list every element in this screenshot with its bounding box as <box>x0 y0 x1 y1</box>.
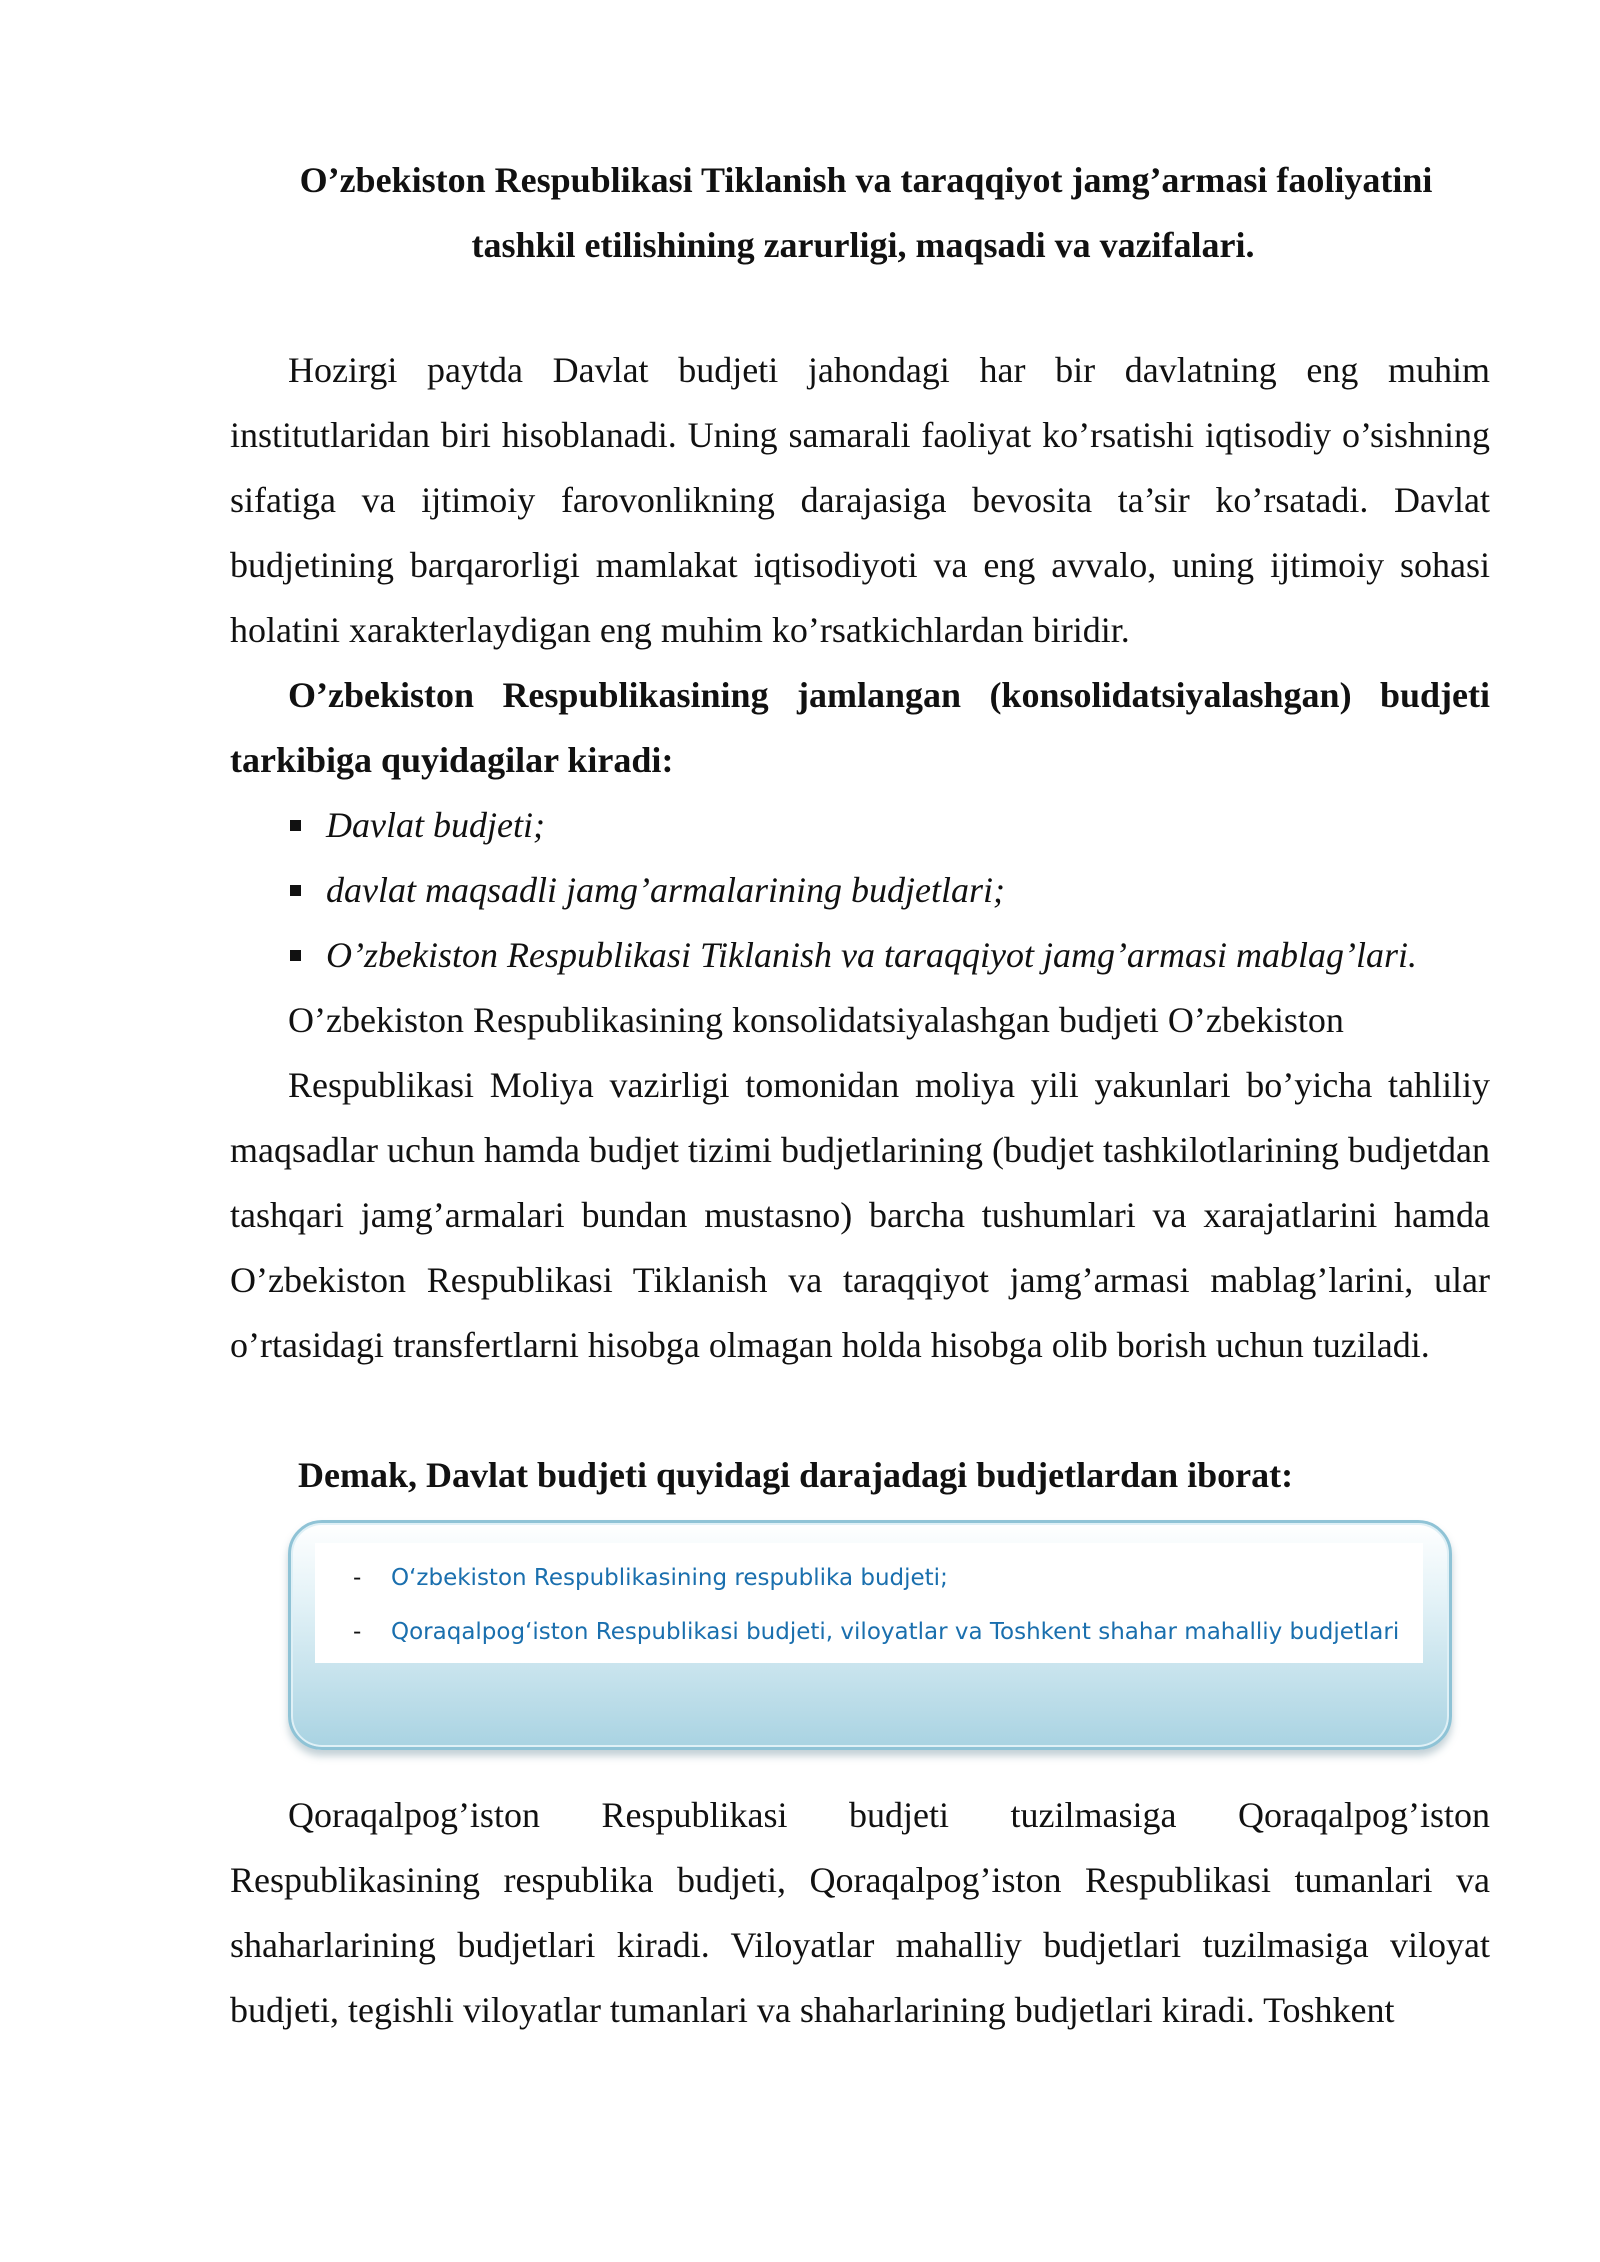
paragraph-ministry-first-line: O’zbekiston Respublikasining konsolidatsiyalashgan budjeti O’zbekiston <box>288 1000 1344 1040</box>
document-title <box>230 148 1490 278</box>
title-line-1: O’zbekiston Respublikasi Tiklanish va taraqqiyot jamg’armasi faoliyatini <box>299 160 1433 200</box>
paragraph-budget-levels-heading: Demak, Davlat budjeti quyidagi darajadagi budjetlardan iborat: <box>298 1455 1294 1495</box>
callout-item-local-budgets <box>353 1619 1399 1645</box>
list-item <box>288 923 1417 988</box>
square-bullet-icon <box>290 950 301 961</box>
budget-components-list <box>288 793 1417 988</box>
square-bullet-icon <box>290 885 301 896</box>
square-bullet-icon <box>290 820 301 831</box>
dash-bullet: - <box>353 1619 362 1645</box>
callout-item-text: Qoraqalpog‘iston Respublikasi budjeti, viloyatlar va Toshkent shahar mahalliy budjetlari <box>391 1619 1400 1645</box>
budget-levels-callout <box>288 1520 1452 1750</box>
paragraph-ministry-body: Respublikasi Moliya vazirligi tomonidan moliya yili yakunlari bo’yicha tahliliy maqsadlar uchun hamda budjet tizimi budjetlarining (budjet tashkilotlarining budjetdan tashqari jamg’armalari bundan mustasno) barcha tushumlari va xarajatlarini hamda O’zbekiston Respublikasi Tiklanish va taraqqiyot jamg’armasi mablag’larini, ular o’rtasidagi transfertlarni hisobga olmagan holda hisobga olib borish uchun tuziladi. <box>230 1065 1490 1365</box>
list-item-text: Davlat budjeti; <box>326 805 545 845</box>
list-item-text: O’zbekiston Respublikasi Tiklanish va taraqqiyot jamg’armasi mablag’lari. <box>326 935 1417 975</box>
list-item <box>288 793 1417 858</box>
paragraph-karakalpakstan-budget: Qoraqalpog’iston Respublikasi budjeti tuzilmasiga Qoraqalpog’iston Respublikasining respublika budjeti, Qoraqalpog’iston Respublikasi tumanlari va shaharlarining budjetlari kiradi. Viloyatlar mahalliy budjetlari tuzilmasiga viloyat budjeti, tegishli viloyatlar tumanlari va shaharlarining budjetlari kiradi. Toshkent <box>230 1795 1490 2030</box>
paragraph-budget-importance: Hozirgi paytda Davlat budjeti jahondagi har bir davlatning eng muhim institutlaridan biri hisoblanadi. Uning samarali faoliyat ko’rsatishi iqtisodiy o’sishning sifatiga va ijtimoiy farovonlikning darajasiga bevosita ta’sir ko’rsatadi. Davlat budjetining barqarorligi mamlakat iqtisodiyoti va eng avvalo, uning ijtimoiy sohasi holatini xarakterlaydigan eng muhim ko’rsatkichlardan biridir. <box>230 350 1490 650</box>
list-item-text: davlat maqsadli jamg’armalarining budjetlari; <box>326 870 1005 910</box>
list-item <box>288 858 1417 923</box>
callout-item-republic-budget <box>353 1565 948 1591</box>
title-line-2: tashkil etilishining zarurligi, maqsadi va vazifalari. <box>471 225 1255 265</box>
dash-bullet: - <box>353 1565 362 1591</box>
callout-content <box>315 1543 1423 1663</box>
paragraph-consolidated-budget: O’zbekiston Respublikasining jamlangan (konsolidatsiyalashgan) budjeti tarkibiga quyidagilar kiradi: <box>230 675 1490 780</box>
callout-item-text: O‘zbekiston Respublikasining respublika budjeti; <box>391 1565 948 1591</box>
